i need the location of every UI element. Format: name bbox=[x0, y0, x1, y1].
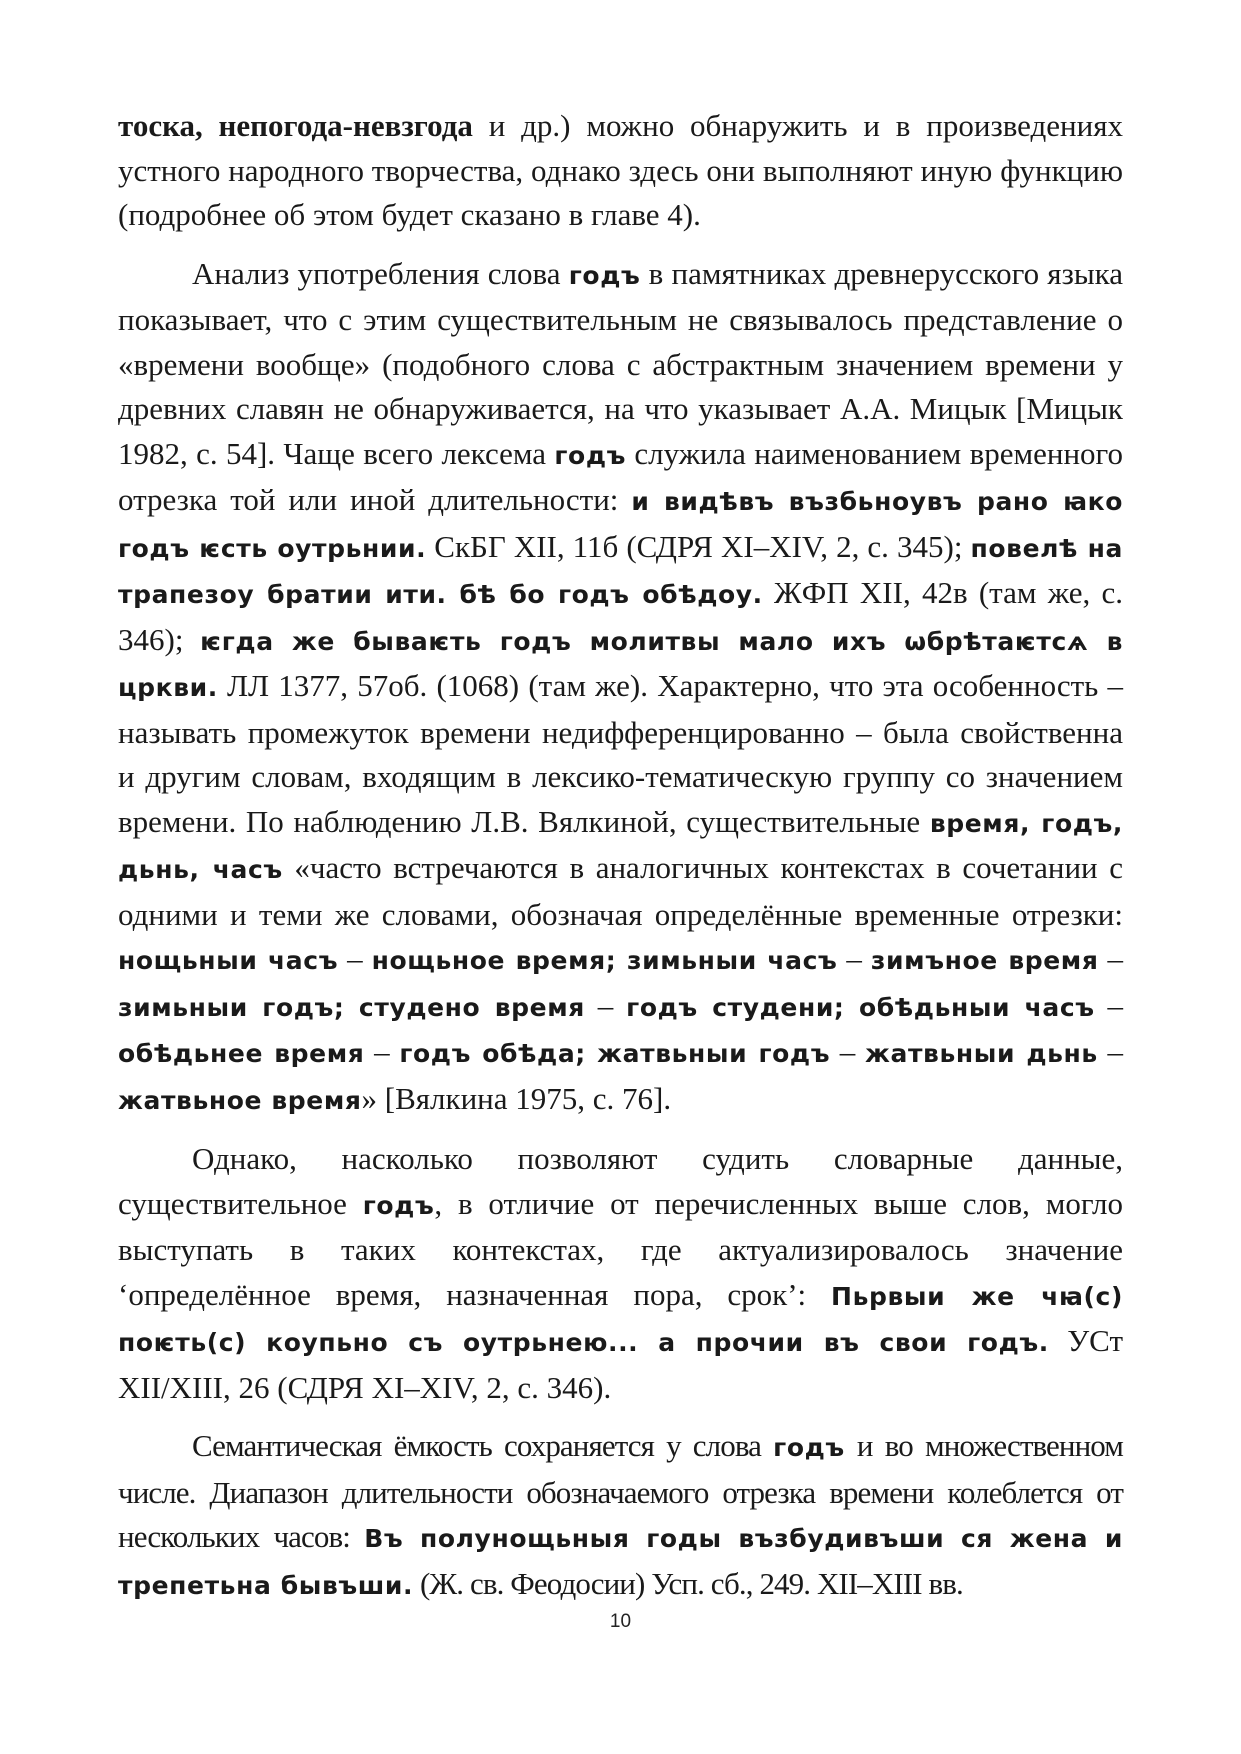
church-slavonic-quote: и видѣвъ възбьноувъ рано ꙗко годъ ѥсть оутрьнии. bbox=[118, 487, 1123, 563]
text-run: (Ж. св. Феодосии) Усп. сб., 249. XII–XIII вв. bbox=[413, 1565, 963, 1601]
church-slavonic-term: годъ студени; обѣдьныи часъ bbox=[626, 992, 1095, 1022]
text-run: и др.) можно обнаружить и в произведениях устного народного творчества, однако здесь они выполняют иную функцию (подробнее об этом будет сказано в главе 4). bbox=[118, 108, 1123, 232]
church-slavonic-term: время, годъ, дьнь, часъ bbox=[118, 808, 1123, 884]
church-slavonic-term: годъ bbox=[568, 260, 641, 290]
text-run: – bbox=[1098, 941, 1123, 976]
text-run: Семантическая ёмкость сохраняется у слова bbox=[192, 1428, 774, 1463]
text-run: – bbox=[364, 1034, 400, 1069]
text-run: ЖФП XII, 42в (там же, с. 346); bbox=[118, 575, 1123, 657]
text-run: – bbox=[584, 987, 627, 1023]
text-run: «часто встречаются в аналогичных контекстах в сочетании с одними и теми же словами, обозначая определённые временные отрезки: bbox=[118, 850, 1123, 932]
text-run: служила наименованием временного отрезка той или иной длительности: bbox=[118, 435, 1123, 517]
church-slavonic-quote: Пьрвыи же чꙗ(с) поѥть(с) коупьно съ оутрьнею... а прочии въ свои годъ. bbox=[118, 1281, 1123, 1357]
text-run: УСт XII/XIII, 26 (СДРЯ XI–XIV, 2, с. 346). bbox=[118, 1323, 1123, 1405]
church-slavonic-term: годъ обѣда; жатвьныи годъ bbox=[399, 1039, 831, 1068]
church-slavonic-quote: Въ полунощьныя годы възбудивъши ся жена и трепетьна бывъши. bbox=[118, 1524, 1123, 1600]
text-run: – bbox=[338, 941, 372, 976]
page-number: 10 bbox=[609, 1611, 632, 1632]
paragraph-1 bbox=[118, 104, 1123, 238]
church-slavonic-quote: повелѣ на трапезоу братии ити. бѣ бо годъ обѣдоу. bbox=[118, 533, 1123, 609]
church-slavonic-term: годъ bbox=[554, 440, 627, 470]
church-slavonic-term: годъ bbox=[773, 1433, 845, 1462]
paragraph-3 bbox=[118, 1137, 1123, 1410]
paragraph-2 bbox=[118, 252, 1123, 1124]
bold-term: тоска, непогода-невзгода bbox=[118, 108, 473, 143]
page-body bbox=[118, 104, 1123, 1622]
church-slavonic-term: нощьное время; зимьныи часъ bbox=[371, 946, 838, 975]
text-run: – bbox=[1094, 987, 1124, 1023]
church-slavonic-term: зимьныи годъ; студено время bbox=[118, 992, 585, 1022]
text-run: Однако, насколько позволяют судить словарные данные, существительное bbox=[118, 1141, 1123, 1221]
text-run: , в отличие от перечисленных выше слов, могло выступать в таких контекстах, где актуализировалось значение ‘определённое время, назначенная пора, срок’: bbox=[118, 1185, 1123, 1312]
text-run: в памятниках древнерусского языка показывает, что с этим существительным не связывалось представление о «времени вообще» (подобного слова с абстрактным значением времени у древних славян не обнаруживается, на что указывает А.А. Мицык [Мицык 1982, с. 54]. Чаще всего лексема bbox=[118, 255, 1123, 471]
text-run: СкБГ XII, 11б (СДРЯ XI–XIV, 2, с. 345); bbox=[426, 528, 971, 564]
church-slavonic-term: обѣдьнее время bbox=[118, 1039, 365, 1068]
text-run: – bbox=[1097, 1034, 1124, 1069]
church-slavonic-term: нощьныи часъ bbox=[118, 946, 339, 975]
text-run: и во множественном числе. Диапазон длительности обозначаемого отрезка времени колеблется от нескольких часов: bbox=[118, 1428, 1123, 1554]
paragraph-4 bbox=[118, 1424, 1123, 1608]
text-run: – bbox=[837, 941, 871, 976]
church-slavonic-term: годъ bbox=[362, 1190, 435, 1220]
church-slavonic-quote: ѥгда же бываѥть годъ молитвы мало ихъ ѡбрѣтаѥтсѧ в цркви. bbox=[118, 626, 1123, 702]
text-run: Анализ употребления слова bbox=[192, 255, 569, 291]
citation: » [Вялкина 1975, с. 76]. bbox=[361, 1080, 672, 1116]
church-slavonic-term: жатвьное время bbox=[118, 1085, 362, 1115]
church-slavonic-term: жатвьныи дьнь bbox=[865, 1039, 1098, 1068]
text-run: ЛЛ 1377, 57об. (1068) (там же). Характерно, что эта особенность – называть промежуток времени недифференцированно – была свойственна и другим словам, входящим в лексико-тематическую группу со значением времени. По наблюдению Л.В. Вялкиной, существительные bbox=[118, 668, 1123, 839]
church-slavonic-term: зимъное время bbox=[870, 946, 1099, 975]
text-run: – bbox=[830, 1034, 865, 1069]
